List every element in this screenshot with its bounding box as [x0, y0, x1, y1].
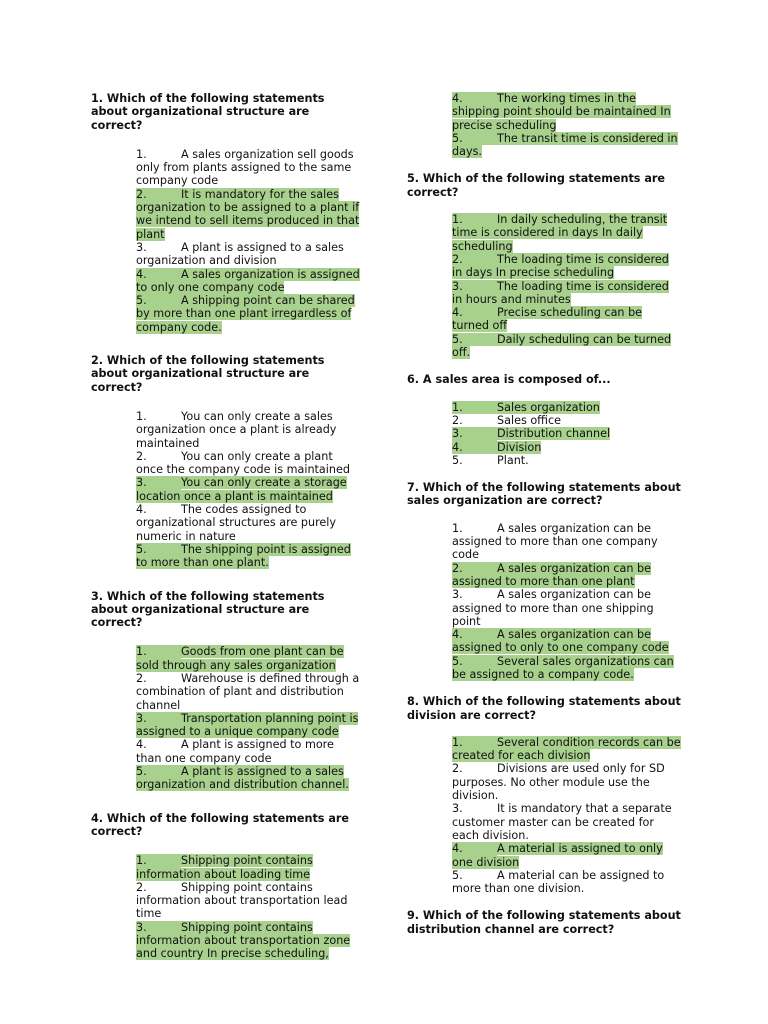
highlighted-answer — [136, 294, 355, 334]
option-text: You can only create a storage location once a plant is maintained — [136, 476, 347, 503]
option-number: 5. — [136, 543, 181, 556]
option-text: Distribution channel — [497, 427, 611, 441]
option-number: 5. — [452, 333, 497, 346]
option-number: 2. — [136, 880, 147, 894]
option-number: 2. — [452, 253, 497, 266]
option-text: A sales organization can be assigned to more than one plant — [452, 561, 652, 588]
option-text: In daily scheduling, the transit time is considered in days In daily scheduling — [452, 213, 668, 253]
answer-option — [136, 503, 361, 543]
option-text: Warehouse is defined through a combination of plant and distribution channel — [136, 671, 360, 712]
question-text: 2. Which of the following statements about organizational structure are correct? — [91, 354, 325, 394]
highlighted-answer — [452, 253, 669, 279]
option-number: 1. — [452, 736, 497, 749]
answer-option — [452, 588, 682, 628]
answer-option — [136, 712, 361, 739]
highlighted-answer — [452, 92, 671, 132]
highlighted-answer — [452, 280, 669, 306]
answer-option — [452, 280, 682, 307]
option-text: A sales organization can be assigned to only to one company code — [452, 628, 669, 655]
option-text: Division — [497, 440, 542, 454]
highlighted-answer — [452, 628, 669, 654]
highlighted-answer — [452, 213, 667, 253]
answer-options — [407, 522, 682, 682]
option-text: A sales organization is assigned to only one company code — [136, 267, 360, 294]
option-text: A plant is assigned to more than one company code — [136, 738, 334, 765]
answer-text — [452, 414, 561, 427]
answer-text — [136, 503, 336, 543]
option-number: 5. — [452, 655, 497, 668]
option-text: The loading time is considered in days In precise scheduling — [452, 252, 669, 280]
option-number: 1. — [452, 401, 497, 414]
option-number: 1. — [452, 213, 497, 226]
option-text: Several condition records can be created for each division — [452, 735, 681, 763]
answer-text — [452, 454, 529, 467]
answer-options — [407, 401, 682, 467]
left-column — [91, 92, 361, 961]
option-number: 4. — [452, 842, 497, 855]
answer-options — [91, 645, 361, 791]
question-block — [91, 812, 361, 961]
option-number: 3. — [136, 476, 181, 489]
option-number: 4. — [136, 738, 147, 752]
question-block — [407, 172, 682, 359]
answer-text — [136, 881, 347, 921]
option-text: A sales organization can be assigned to more than one shipping point — [452, 588, 654, 628]
highlighted-answer — [452, 842, 663, 868]
answer-option — [136, 854, 361, 881]
highlighted-answer — [452, 655, 674, 681]
option-text: Goods from one plant can be sold through any sales organization — [136, 645, 344, 672]
question-text: 6. A sales area is composed of... — [407, 373, 611, 387]
option-text: The shipping point is assigned to more than one plant. — [136, 542, 351, 570]
answer-option — [136, 268, 361, 295]
highlighted-answer — [136, 188, 359, 241]
answer-text — [136, 738, 334, 764]
question-block — [407, 695, 682, 895]
option-number: 2. — [452, 562, 497, 575]
question-text: 8. Which of the following statements about division are correct? — [407, 695, 681, 722]
option-text: Plant. — [497, 453, 529, 467]
answer-text — [452, 869, 664, 895]
answer-text — [452, 588, 654, 628]
question-block — [407, 92, 682, 158]
option-number: 1. — [136, 147, 147, 161]
option-number: 2. — [452, 413, 463, 427]
option-number: 3. — [136, 921, 181, 934]
highlighted-answer — [452, 441, 541, 454]
option-number: 2. — [452, 762, 463, 776]
question-block — [407, 373, 682, 467]
option-number: 4. — [452, 628, 497, 641]
answer-option — [452, 454, 682, 467]
answer-options — [91, 410, 361, 570]
option-number: 5. — [452, 868, 463, 882]
answer-options — [407, 736, 682, 896]
option-text: Divisions are used only for SD purposes. No other module use the division. — [452, 762, 665, 803]
option-number: 1. — [136, 645, 181, 658]
answer-option — [452, 414, 682, 427]
option-number: 5. — [136, 765, 181, 778]
question-text: 5. Which of the following statements are correct? — [407, 172, 666, 199]
answer-option — [136, 881, 361, 921]
option-number: 4. — [452, 441, 497, 454]
answer-option — [136, 450, 361, 477]
option-number: 3. — [136, 240, 147, 254]
option-number: 4. — [452, 92, 497, 105]
option-text: Shipping point contains information about transportation lead time — [136, 880, 348, 921]
answer-options — [91, 854, 361, 960]
option-text: Sales organization — [497, 400, 600, 414]
answer-option — [136, 410, 361, 450]
option-text: Shipping point contains information about loading time — [136, 854, 313, 881]
option-number: 3. — [452, 280, 497, 293]
highlighted-answer — [136, 765, 349, 791]
answer-option — [452, 802, 682, 842]
option-number: 4. — [136, 503, 147, 517]
option-number: 5. — [136, 294, 181, 307]
option-text: You can only create a sales organization once a plant is already maintained — [136, 409, 337, 450]
option-number: 3. — [452, 427, 497, 440]
answer-option — [136, 672, 361, 712]
answer-option — [452, 842, 682, 869]
option-number: 4. — [136, 268, 181, 281]
option-text: Several sales organizations can be assigned to a company code. — [452, 654, 674, 681]
option-number: 4. — [452, 306, 497, 319]
question-block — [91, 590, 361, 792]
option-text: The codes assigned to organizational structures are purely numeric in nature — [136, 503, 337, 543]
option-text: A sales organization can be assigned to more than one company code — [452, 521, 658, 562]
answer-text — [136, 148, 354, 188]
answer-option — [136, 921, 361, 961]
answer-text — [136, 241, 344, 267]
option-text: A plant is assigned to a sales organization and division — [136, 240, 344, 268]
answer-option — [136, 645, 361, 672]
highlighted-answer — [452, 132, 678, 158]
highlighted-answer — [452, 333, 671, 359]
question-text: 7. Which of the following statements about sales organization are correct? — [407, 481, 681, 508]
highlighted-answer — [452, 306, 642, 332]
option-number: 5. — [452, 453, 463, 467]
highlighted-answer — [136, 543, 351, 569]
answer-option — [452, 562, 682, 589]
highlighted-answer — [452, 562, 651, 588]
highlighted-answer — [452, 401, 600, 414]
answer-option — [452, 655, 682, 682]
option-number: 5. — [452, 132, 497, 145]
highlighted-answer — [452, 736, 681, 762]
option-text: It is mandatory that a separate customer master can be created for each division. — [452, 802, 672, 842]
answer-text — [452, 762, 665, 802]
answer-option — [452, 253, 682, 280]
highlighted-answer — [136, 268, 360, 294]
option-text: A sales organization sell goods only from plants assigned to the same company code — [136, 147, 354, 188]
answer-option — [452, 628, 682, 655]
question-text: 3. Which of the following statements about organizational structure are correct? — [91, 589, 325, 630]
answer-options — [91, 148, 361, 334]
option-text: Daily scheduling can be turned off. — [452, 332, 672, 360]
option-text: A material is assigned to only one division — [452, 842, 663, 869]
option-number: 3. — [452, 588, 463, 602]
answer-option — [136, 543, 361, 570]
option-text: A material can be assigned to more than one division. — [452, 868, 665, 896]
right-column — [407, 92, 682, 936]
option-text: Precise scheduling can be turned off — [452, 306, 643, 333]
highlighted-answer — [136, 854, 313, 880]
answer-option — [452, 441, 682, 454]
answer-option — [452, 427, 682, 440]
question-text: 1. Which of the following statements about organizational structure are correct? — [91, 92, 325, 132]
highlighted-answer — [136, 476, 347, 502]
option-text: The working times in the shipping point should be maintained In precise scheduling — [452, 92, 671, 132]
answer-text — [136, 672, 359, 712]
option-number: 2. — [136, 449, 147, 463]
option-text: Shipping point contains information about transportation zone and country In precise scheduling, — [136, 920, 351, 961]
option-text: You can only create a plant once the company code is maintained — [136, 449, 350, 477]
answer-text — [136, 410, 336, 450]
option-text: A shipping point can be shared by more than one plant irregardless of company code. — [136, 294, 355, 334]
answer-option — [452, 132, 682, 159]
option-text: The loading time is considered in hours and minutes — [452, 279, 669, 306]
option-number: 2. — [136, 671, 147, 685]
answer-options — [407, 92, 682, 158]
highlighted-answer — [136, 712, 358, 738]
answer-option — [452, 869, 682, 896]
question-block — [407, 909, 682, 936]
answer-option — [452, 401, 682, 414]
option-number: 3. — [452, 802, 463, 816]
question-text: 9. Which of the following statements about distribution channel are correct? — [407, 909, 681, 936]
answer-option — [136, 476, 361, 503]
answer-option — [136, 765, 361, 792]
option-number: 2. — [136, 188, 181, 201]
answer-option — [136, 738, 361, 765]
option-number: 1. — [136, 854, 181, 867]
answer-options — [407, 213, 682, 359]
option-number: 1. — [452, 521, 463, 535]
question-text: 4. Which of the following statements are correct? — [91, 811, 350, 838]
option-text: The transit time is considered in days. — [452, 131, 678, 159]
question-block — [407, 481, 682, 681]
highlighted-answer — [452, 427, 610, 440]
answer-option — [136, 294, 361, 334]
answer-option — [452, 522, 682, 562]
answer-text — [136, 450, 350, 476]
answer-text — [452, 802, 672, 842]
answer-text — [452, 522, 658, 562]
answer-option — [136, 241, 361, 268]
answer-option — [452, 92, 682, 132]
answer-option — [452, 306, 682, 333]
option-number: 1. — [136, 409, 147, 423]
option-text: Transportation planning point is assigned to a unique company code — [136, 711, 359, 739]
highlighted-answer — [136, 921, 350, 961]
answer-option — [452, 736, 682, 763]
answer-option — [136, 148, 361, 188]
option-text: It is mandatory for the sales organization to be assigned to a plant if we intend to sell items produced in that plant — [136, 187, 360, 241]
option-number: 3. — [136, 712, 181, 725]
highlighted-answer — [136, 645, 344, 671]
option-text: A plant is assigned to a sales organization and distribution channel. — [136, 765, 349, 792]
answer-option — [136, 188, 361, 241]
question-block — [91, 354, 361, 569]
answer-option — [452, 213, 682, 253]
question-block — [91, 92, 361, 334]
option-text: Sales office — [497, 413, 562, 427]
answer-option — [452, 762, 682, 802]
answer-option — [452, 333, 682, 360]
